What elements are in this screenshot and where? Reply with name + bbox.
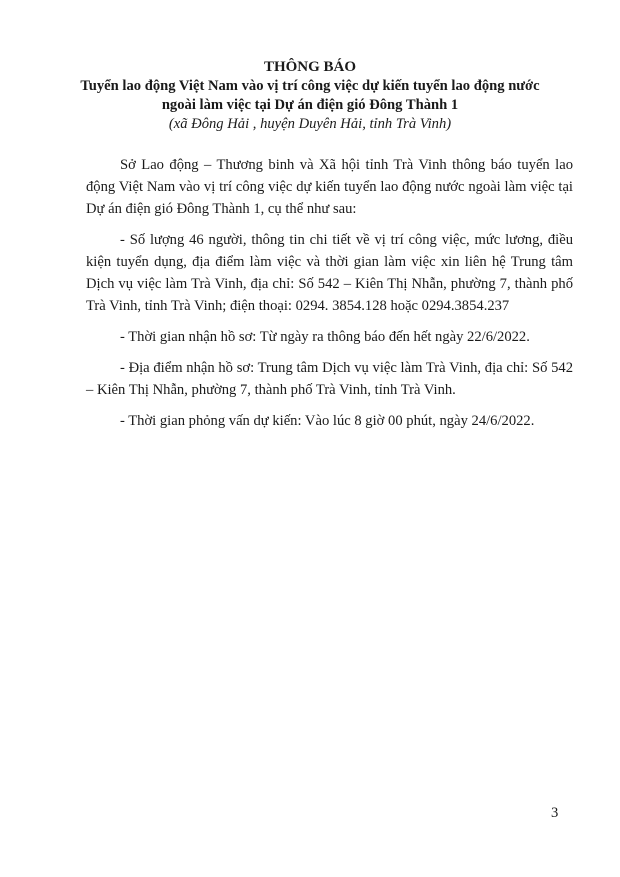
notice-header [60,58,560,134]
notice-subtitle-line-2: ngoài làm việc tại Dự án điện gió Đông Thành 1 [161,97,459,113]
notice-title: THÔNG BÁO [263,59,357,75]
interview-time-paragraph: - Thời gian phỏng vấn dự kiến: Vào lúc 8 giờ 00 phút, ngày 24/6/2022. [120,413,535,429]
notice-location: (xã Đông Hải , huyện Duyên Hải, tỉnh Trà Vinh) [168,116,452,132]
intro-paragraph: Sở Lao động – Thương binh và Xã hội tỉnh Trà Vinh thông báo tuyển lao động Việt Nam vào vị trí công việc dự kiến tuyển lao động nước ngoài làm việc tại Dự án điện gió Đông Thành 1, cụ thể như sau: [86,157,573,217]
receiving-location-paragraph: - Địa điểm nhận hồ sơ: Trung tâm Dịch vụ việc làm Trà Vinh, địa chỉ: Số 542 – Kiên Thị Nhẫn, phường 7, thành phố Trà Vinh, tỉnh Trà Vinh. [86,360,573,398]
receiving-time-paragraph: - Thời gian nhận hồ sơ: Từ ngày ra thông báo đến hết ngày 22/6/2022. [120,329,530,345]
page-number: 3 [551,805,559,821]
notice-subtitle-line-1: Tuyển lao động Việt Nam vào vị trí công việc dự kiến tuyển lao động nước [80,78,540,94]
quantity-paragraph: - Số lượng 46 người, thông tin chi tiết về vị trí công việc, mức lương, điều kiện tuyển dụng, địa điểm làm việc và thời gian làm việc xin liên hệ Trung tâm Dịch vụ việc làm Trà Vinh, địa chỉ: Số 542 – Kiên Thị Nhẫn, phường 7, thành phố Trà Vinh, tỉnh Trà Vinh; điện thoại: 0294. 3854.128 hoặc 0294.3854.237 [86,232,573,314]
notice-body [86,154,573,441]
